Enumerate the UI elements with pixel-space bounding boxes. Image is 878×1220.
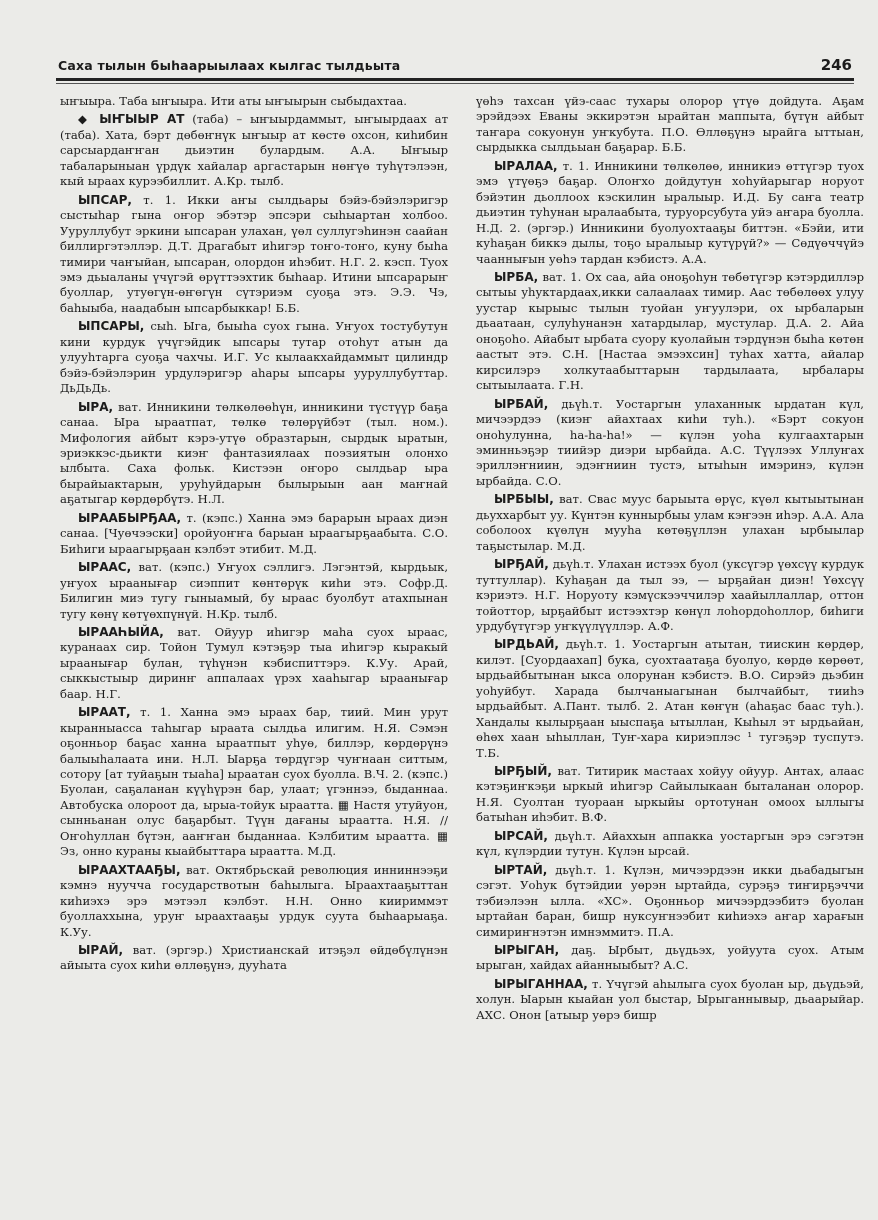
headword: ЫҤЫЫР АТ bbox=[99, 112, 185, 127]
headword: ЫРЫГАН, bbox=[494, 943, 560, 958]
dictionary-entry bbox=[476, 829, 864, 860]
dictionary-entry bbox=[476, 637, 864, 761]
dictionary-entry bbox=[60, 863, 448, 940]
dictionary-entry bbox=[60, 94, 448, 109]
headword: ЫРААҺЫЙА, bbox=[78, 624, 164, 639]
headword: ЫРҔАЙ, bbox=[494, 557, 549, 572]
entry-text: ват. Октябрьскай революция инниннээҕи кэмнэ нууччa государствотын баһылыга. Ыраахтааҕыттан киһиэхэ эрэ мэтээл кэлбэт. Н.Н. Онно киириммэт буоллаххына, уруҥ ыраахтааҕы урдук суута быһаарыаҕа. К.Уу. bbox=[60, 862, 448, 939]
headword: ЫРАЛАА, bbox=[494, 158, 558, 173]
headword: ЫПСАР, bbox=[78, 192, 132, 207]
headword: ЫРҔЫЙ, bbox=[494, 764, 552, 779]
entry-text: даҕ. Ырбыт, дьүдьэх, уойуута суох. Атым ырыган, хайдах айанныыбыт? А.С. bbox=[476, 943, 864, 973]
headword: ЫРЫГАННАА, bbox=[494, 976, 588, 991]
page-number: 246 bbox=[820, 56, 852, 74]
header-rule bbox=[56, 78, 854, 81]
entry-text: ыҥыыра. Таба ыҥыыра. Ити аты ыҥыырын сыбыдахтаа. bbox=[60, 94, 407, 108]
entry-text: (таба) – ыҥыырдаммыт, ыҥыырдаах ат (таба). Хата, бэрт дөбөҥнүк ыҥыыр ат көстө охсон, киһибин сарсыардаҥҥан дьиэтин булардым. А.А. Ыҥыыр табаларыныан үрдүк хайалар аргастарын нөҥүө туһүтэлээн, кый ыраах курээбиллит. А.Кр. тылб. bbox=[60, 112, 448, 189]
diamond-marker-icon: ◆ bbox=[78, 112, 100, 127]
dictionary-entry bbox=[476, 863, 864, 940]
dictionary-entry bbox=[60, 943, 448, 974]
entry-text: дьүһ.т. 1. Күлэн, мичээрдээн икки дьабадыгын сэгэт. Уоһук бүтэйдии уөрэн ыртайда, сурэҕэ тиҥирҕэччи тэбиэлээн ылла. «ХС». Оҕонньор мичээрдээбитэ буолан ыртайан баран, бишр нуксуҥнээбит киһиэхэ аҥар харағын симириҥнэтэн имнэммитэ. П.А. bbox=[476, 862, 864, 939]
entry-text: дьүһ.т. Улахан истээх буол (уксүгэр үөхсүү курдук туттуллар). Куһаҕан да тыл ээ, — ырҕайан диэн! Үөхсүү кэриэтэ. Н.Г. Норуоту кэмүскээччилэр хаайыллаллар, оттон тойоттор, ырҕайбыт истээхтэр көнүл лоһордоһоллор, биһиги урдубүтүгэр уҥкүүлүүллэр. А.Ф. bbox=[476, 557, 864, 633]
headword: ЫРА, bbox=[78, 399, 114, 414]
dictionary-entry bbox=[60, 112, 448, 189]
dictionary-entry bbox=[60, 511, 448, 557]
entry-text: ват. Свас муус барыыта өрүс, күөл кытыытынан дьуххарбыт уу. Күнтэн куннырбыы улам кэҥээн иһэр. А.А. Ала соболоох күөлүн мууһа көтөҕүллэн улахан ырбыылар таҕыстылар. М.Д. bbox=[476, 492, 864, 553]
entry-text: ват. (кэпс.) Уҥуох сэллигэ. Лэгэнтэй, кырдьык, уҥуох ыраанығар сиэппит көнтөрүк киһи этэ. Софр.Д. Билигин миэ тугу гыныамый, бу ыраас буолбут атахпынан тугу көнү көтүөхпүнүй. Н.Кр. тылб. bbox=[60, 560, 448, 621]
entry-text: дьүһ.т. Уостаргын улаханнык ырдатан күл, мичээрдээ (киэҥ айахтаах киһи туһ.). «Бэрт сокуон оноһулунна, ha-ha-ha!» — күлэн уоһа кулгаахтарын эминньэҕэр тиийэр диэри ырбайда. А.С. Түүлээх Уллуҥах эриллэҥниин, эдэҥниин тустэ, ытыһын имэринэ, күлэн ырбайда. С.О. bbox=[476, 396, 864, 488]
dictionary-entry bbox=[60, 705, 448, 860]
headword: ЫРБАЙ, bbox=[494, 396, 549, 411]
dictionary-entry bbox=[476, 270, 864, 394]
entry-text: ват. (эргэр.) Христианскай итэҕэл өйдөбүлүнэн айыыта суох киһи өллөҕүнэ, дууһата bbox=[60, 943, 448, 973]
entry-text: үөһэ тахсан үйэ-саас тухары олорор үтүө дойдута. Аҕам эрэйдээх Еваны эккирэтэн ырайтан маппыта, бүтүн айбыт таҥара сокуонун уҥкубута. П.О. Өллөҕүнэ ырайга ыттыан, сырдыкка сылдьыан баҕарар. Б.Б. bbox=[476, 94, 864, 155]
headword: ЫРААС, bbox=[78, 560, 132, 575]
dictionary-entry bbox=[60, 560, 448, 622]
entry-text: сыһ. Ыга, быыһа суох гына. Уҥуох тостубутун кини курдук үчүгэйдик ыпсары тутар отоһут атын да улууһтарга суоҕа чахчы. И.Г. Ус кылаакхайдаммыт цилиндр бэйэ-бэйэлэрин урдулэригэр аһары ыпсары ууруллубуттар. ДьДьДь. bbox=[60, 319, 448, 396]
headword: ЫРБЫЫ, bbox=[494, 492, 554, 507]
headword: ЫРТАЙ, bbox=[494, 862, 548, 877]
headword: ЫПСАРЫ, bbox=[78, 319, 145, 334]
left-column bbox=[60, 94, 448, 977]
entry-text: т. Үчүгэй аһылыга суох буолан ыр, дьүдьэй, холун. Ыарын кыайан уол быстар, Ырыганнывыр, дьаарыйар. АХС. Онон [атыыр уөрэ бишр bbox=[476, 976, 864, 1022]
right-column bbox=[476, 94, 864, 1026]
dictionary-entry bbox=[476, 397, 864, 490]
headword: ЫРБА, bbox=[494, 269, 539, 284]
headword: ЫРААХТААҔЫ, bbox=[78, 862, 181, 877]
entry-text: ват. 1. Ох саа, айа оноҕоһун төбөтүгэр кэтэрдиллэр сытыы уһуктардаах,икки салаалаах тимир. Аас төбөлөөх улуу уустар кырыыс тылын туойан уҥуулэри, ох ырбаларын дьаатаан, сулуһунанэн хатардылар, мустулар. Д.А. 2. Айа оноҕоһо. Айабыт ырбата суору куолайын тэрдүнэн быһа көтөн аастыт этэ. С.Н. [Настаа эмээхсин] туһах хатта, айалар кирсилэрэ холкутаабыттарын тардылаата, ырбалары сытыылаата. Г.Н. bbox=[476, 269, 864, 393]
headword: ЫРААБЫРҔАА, bbox=[78, 510, 182, 525]
entry-text: дьүһ.т. 1. Уостаргын атытан, тиискин көрдөр, килэт. [Суордаахап] бука, суохтаатаҕа буолуо, көрдө көрөөт, ырдьайбытынан ыкса олорунан кэбистэ. В.О. Сирэйэ дьэбин уоһуйбут. Харада былчаныагынан былчайбыт, тииһэ ырдьайбыт. А.Пант. тылб. 2. Атан көҥүн (аһаҕас баас туһ.). Хандалы кылырҕаан ыыспаҕа ытыллан, Кыһыл эт ырдьайан, өһөх хаан ыһыллан, Туҥ-хара кириэплэс ¹ тугэҕэр туспутэ. Т.Б. bbox=[476, 637, 864, 760]
dictionary-entry bbox=[476, 159, 864, 267]
dictionary-entry bbox=[476, 977, 864, 1023]
headword: ЫРААТ, bbox=[78, 705, 131, 720]
dictionary-entry bbox=[476, 943, 864, 974]
headword: ЫРДЬАЙ, bbox=[494, 637, 559, 652]
dictionary-entry bbox=[476, 94, 864, 156]
headword: ЫРСАЙ, bbox=[494, 828, 548, 843]
dictionary-entry bbox=[476, 492, 864, 554]
entry-text: ват. Инникини төлкөлөөһүн, инникини түстүүр баҕа санаа. Ыра ыраатпат, төлкө төлөрүйбэт (тыл. ном.). Мифология айбыт кэрэ-утүө образтарын, сырдык ыратын, эриэккэс-дьикти киэҥ фантазиялаах поэзиятын олонхо ылбыта. Саха фольк. Кистээн оҥоро сылдьар ыра бырайыактарын, уруһуйдарын былырыын аан маҥнай аҕатыгар көрдөрбүтэ. Н.Л. bbox=[60, 399, 448, 507]
entry-text: т. 1. Инникини төлкөлөө, инникиэ өттүгэр туох эмэ үтүөҕэ баҕар. Олоҥхо дойдутун хоһуйарыгар норуот бэйэтин дьоллоох кэскилин ыралыыр. И.Д. Бу саҥа театр дьиэтин туһунан ыралаабыта, туруорсубута уйэ аҥара буолла. Н.Д. 2. (эргэр.) Инникини буолуохтааҕы биттэн. «Бэйи, ити куһаҕан биккэ дылы, тоҕо ыралыыр кутүрүй?» — Сөдүөччүйэ чааннығын уөһэ тардан кэбистэ. А.А. bbox=[476, 158, 864, 266]
entry-text: ват. Ойуур иһигэр маһа суох ыраас, куранаах сир. Тойон Тумул кэтэҕэр тыа иһигэр кыракый ыраанығар булан, түһүнэн кэбиспиттэрэ. К.Уу. Арай, сыккыстыыр диринҥ аппалаах үрэх хааһыгар ыраанығар баар. Н.Г. bbox=[60, 624, 448, 701]
dictionary-entry bbox=[60, 625, 448, 702]
headword: ЫРАЙ, bbox=[78, 943, 124, 958]
header-rule-thin bbox=[56, 83, 854, 84]
running-title: Саха тылын быһаарыылаах кылгас тылдьыта bbox=[58, 58, 401, 73]
dictionary-entry bbox=[476, 557, 864, 634]
dictionary-entry bbox=[60, 319, 448, 396]
dictionary-entry bbox=[476, 764, 864, 826]
dictionary-entry bbox=[60, 193, 448, 317]
entry-text: т. 1. Ханна эмэ ыраах бар, тиий. Мин урут кыранныасса таһыгар ыраата сылдьа илигим. Н.Я. Сэмэн оҕонньор баҕас ханна ыраатпыт уһуө, биллэр, көрдөрүнэ балыыһалаата ини. Н.Л. Ыарҕа төрдүгэр чуҥнаан ситтым, сотору [ат туйаҕын тыаһа] ыраатан суох буолла. В.Ч. 2. (кэпс.) Буолан, саҕаланан күүһүрэн бар, улаат; үгэннээ, быданнаа. Автобуска олороот да, ырыа-тойук ыраатта. ▦ Настя утуйуон, сынньанан олус баҕарбыт. Түүн дағаны ыраатта. Н.Я. // Оҥоһуллан бүтэн, ааҥҥан быданнаа. Кэлбитим ыраатта. ▦ Эз, онно кураны кыайбыттара ыраатта. М.Д. bbox=[60, 705, 448, 859]
entry-text: т. (кэпс.) Ханна эмэ барарын ыраах диэн санаа. [Чуөчээски] оройуоҥҥа барыан ыраагырҕаабыта. С.О. Биһиги ыраагырҕаан кэлбэт этибит. М.Д. bbox=[60, 510, 448, 556]
entry-text: т. 1. Икки аҥы сылдьары бэйэ-бэйэлэригэр сыстыһар гына оҥор эбэтэр эпсэри сыһыартан холбоо. Ууруллубут эркини ыпсаран улахан, үөл суллугэһинэн саайан биллиргэтэллэр. Д.Т. Драгабыт иһигэр тоҥо-тоҥо, куну быһа тимири чаҥыйан, ыпсаран, олордон иһэбит. Н.Г. 2. кэсп. Туох эмэ дьыаланы үчүгэй өрүттээхтик быһаар. Итини ыпсарарыҥ буоллар, утуөгүн-өҥөгүн сүтэриэм суоҕа этэ. Э.Э. Чэ, баһыыба, наадабын ыпсарбыккар! Б.Б. bbox=[60, 192, 448, 315]
page-header bbox=[58, 56, 854, 80]
dictionary-entry bbox=[60, 400, 448, 508]
entry-text: дьүһ.т. Айаххын аппакка уостаргын эрэ сэгэтэн күл, күлэрдии тутун. Күлэн ырсай. bbox=[476, 828, 864, 859]
entry-text: ват. Титирик мастаах хойуу ойуур. Антах, алаас кэтэҕиҥкэҕи ыркый иһигэр Сайылыкаан быталанан олорор. Н.Я. Суолтан туораан ыркыйы ортотунан омоох ыллыгы батыһан иһэбит. В.Ф. bbox=[476, 764, 864, 825]
